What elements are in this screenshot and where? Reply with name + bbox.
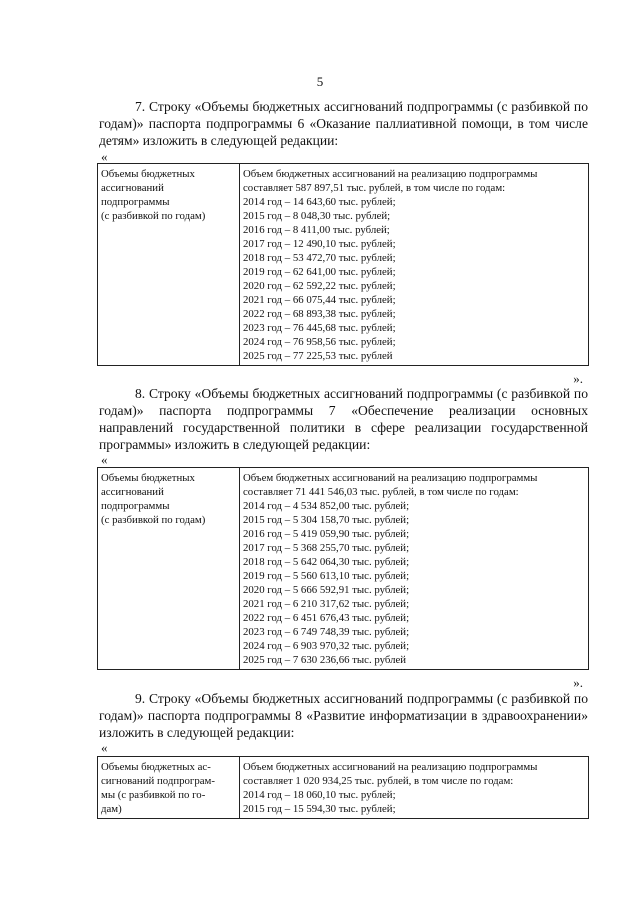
value-line: 2021 год – 6 210 317,62 тыс. рублей; <box>243 598 410 610</box>
label-cell <box>98 757 240 819</box>
value-line: 2020 год – 62 592,22 тыс. рублей; <box>243 280 396 292</box>
value-line: 2021 год – 66 075,44 тыс. рублей; <box>243 294 396 306</box>
page-number: 5 <box>316 74 324 89</box>
value-line: составляет 1 020 934,25 тыс. рублей, в том числе по годам: <box>243 775 514 787</box>
label-line: (с разбивкой по годам) <box>101 514 206 526</box>
section-8-paragraph: 8. Строку «Объемы бюджетных ассигнований подпрограммы (с разбивкой по годам)» паспорта подпрограммы 7 «Обеспечение реализации основных направлений государственной политики в сфере реализации государственной программы» изложить в следующей редакции: <box>99 386 588 452</box>
value-line: 2016 год – 8 411,00 тыс. рублей; <box>243 224 390 236</box>
label-cell <box>98 164 240 366</box>
label-line: ассигнований <box>101 182 164 194</box>
label-line: подпрограммы <box>101 196 170 208</box>
section-8-open-quote: « <box>101 452 108 467</box>
value-line: 2015 год – 15 594,30 тыс. рублей; <box>243 803 396 815</box>
section-9-table <box>97 756 589 819</box>
value-line: 2015 год – 8 048,30 тыс. рублей; <box>243 210 391 222</box>
label-line: сигнований подпрограм- <box>101 775 215 787</box>
value-line: 2014 год – 18 060,10 тыс. рублей; <box>243 789 396 801</box>
table-row <box>98 164 589 366</box>
label-line: (с разбивкой по годам) <box>101 210 206 222</box>
section-7-table <box>97 163 589 366</box>
value-line: 2014 год – 14 643,60 тыс. рублей; <box>243 196 396 208</box>
value-cell <box>240 757 589 819</box>
value-line: Объем бюджетных ассигнований на реализацию подпрограммы <box>243 168 538 180</box>
value-line: 2022 год – 6 451 676,43 тыс. рублей; <box>243 612 410 624</box>
section-7-paragraph: 7. Строку «Объемы бюджетных ассигнований подпрограммы (с разбивкой по годам)» паспорта подпрограммы 6 «Оказание паллиативной помощи, в том числе детям» изложить в следующей редакции: <box>99 99 588 148</box>
value-line: составляет 71 441 546,03 тыс. рублей, в том числе по годам: <box>243 486 519 498</box>
section-9-paragraph: 9. Строку «Объемы бюджетных ассигнований подпрограммы (с разбивкой по годам)» паспорта подпрограммы 8 «Развитие информатизации в здравоохранении» изложить в следующей редакции: <box>99 691 588 740</box>
value-line: 2022 год – 68 893,38 тыс. рублей; <box>243 308 396 320</box>
label-line: Объемы бюджетных ас- <box>101 761 211 773</box>
value-line: 2020 год – 5 666 592,91 тыс. рублей; <box>243 584 410 596</box>
value-line: составляет 587 897,51 тыс. рублей, в том числе по годам: <box>243 182 506 194</box>
value-line: 2019 год – 5 560 613,10 тыс. рублей; <box>243 570 410 582</box>
value-line: 2023 год – 6 749 748,39 тыс. рублей; <box>243 626 410 638</box>
value-line: Объем бюджетных ассигнований на реализацию подпрограммы <box>243 761 538 773</box>
section-9-open-quote: « <box>101 740 108 755</box>
label-line: Объемы бюджетных <box>101 472 195 484</box>
value-line: 2024 год – 76 958,56 тыс. рублей; <box>243 336 396 348</box>
label-line: подпрограммы <box>101 500 170 512</box>
table-row <box>98 757 589 819</box>
value-line: 2017 год – 5 368 255,70 тыс. рублей; <box>243 542 410 554</box>
value-line: 2018 год – 53 472,70 тыс. рублей; <box>243 252 396 264</box>
value-line: 2019 год – 62 641,00 тыс. рублей; <box>243 266 396 278</box>
section-8-close-quote: ». <box>573 675 583 690</box>
value-line: 2025 год – 77 225,53 тыс. рублей <box>243 350 393 362</box>
value-line: 2016 год – 5 419 059,90 тыс. рублей; <box>243 528 410 540</box>
table-row <box>98 468 589 670</box>
value-line: 2023 год – 76 445,68 тыс. рублей; <box>243 322 396 334</box>
value-line: 2018 год – 5 642 064,30 тыс. рублей; <box>243 556 410 568</box>
label-line: мы (с разбивкой по го- <box>101 789 206 801</box>
value-line: 2015 год – 5 304 158,70 тыс. рублей; <box>243 514 410 526</box>
value-line: 2024 год – 6 903 970,32 тыс. рублей; <box>243 640 410 652</box>
section-7-close-quote: ». <box>573 371 583 386</box>
value-line: 2025 год – 7 630 236,66 тыс. рублей <box>243 654 407 666</box>
label-line: Объемы бюджетных <box>101 168 195 180</box>
label-line: ассигнований <box>101 486 164 498</box>
label-line: дам) <box>101 803 122 815</box>
value-cell <box>240 468 589 670</box>
section-8-table <box>97 467 589 670</box>
value-line: 2017 год – 12 490,10 тыс. рублей; <box>243 238 396 250</box>
value-line: 2014 год – 4 534 852,00 тыс. рублей; <box>243 500 410 512</box>
section-7-open-quote: « <box>101 149 108 164</box>
value-cell <box>240 164 589 366</box>
label-cell <box>98 468 240 670</box>
value-line: Объем бюджетных ассигнований на реализацию подпрограммы <box>243 472 538 484</box>
